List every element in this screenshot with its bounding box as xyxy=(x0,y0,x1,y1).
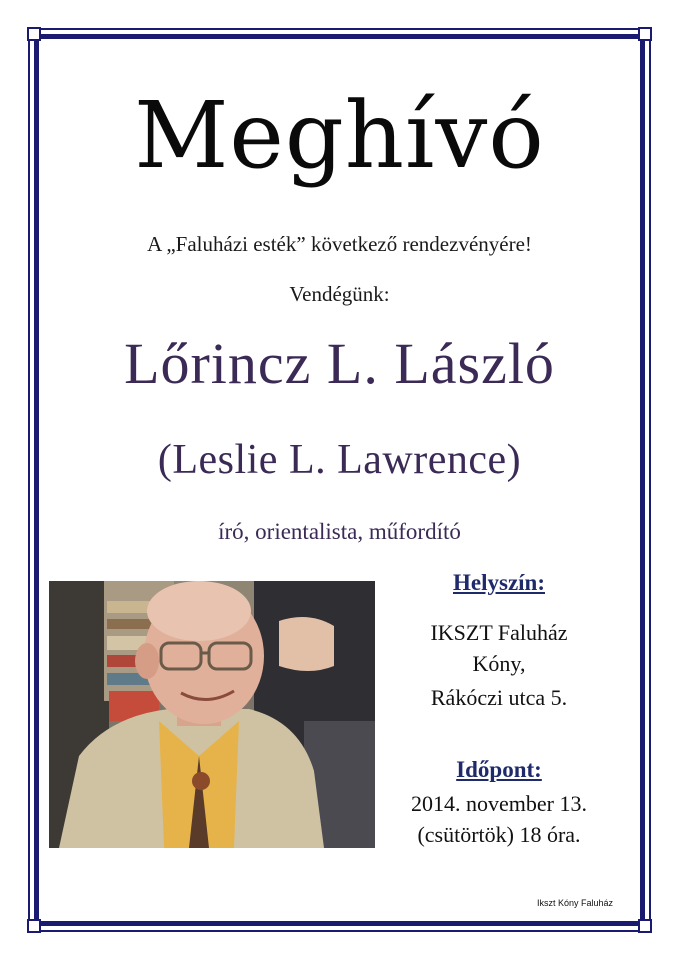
event-series-line: A „Faluházi esték” következő rendezvényére! xyxy=(147,232,532,256)
guest-photo xyxy=(49,581,375,848)
guest-profession: író, orientalista, műfordító xyxy=(218,519,461,544)
border-corner xyxy=(638,27,652,41)
time-heading: Időpont: xyxy=(456,757,542,782)
guest-alias: (Leslie L. Lawrence) xyxy=(157,437,522,483)
venue-line: Rákóczi utca 5. xyxy=(430,685,568,710)
guest-name: Lőrincz L. László xyxy=(124,331,555,396)
guest-label: Vendégünk: xyxy=(289,282,390,306)
venue-line: IKSZT Faluház xyxy=(430,620,568,645)
venue-line: Kóny, xyxy=(472,651,526,676)
border-corner xyxy=(638,919,652,933)
border-corner xyxy=(27,27,41,41)
border-corner xyxy=(27,919,41,933)
time-line: 2014. november 13. xyxy=(411,791,587,816)
poster-title: Meghívó xyxy=(134,82,545,189)
venue-heading: Helyszín: xyxy=(453,570,545,595)
footer-credit: Ikszt Kóny Faluház xyxy=(536,898,613,908)
time-line: (csütörtök) 18 óra. xyxy=(417,822,581,847)
